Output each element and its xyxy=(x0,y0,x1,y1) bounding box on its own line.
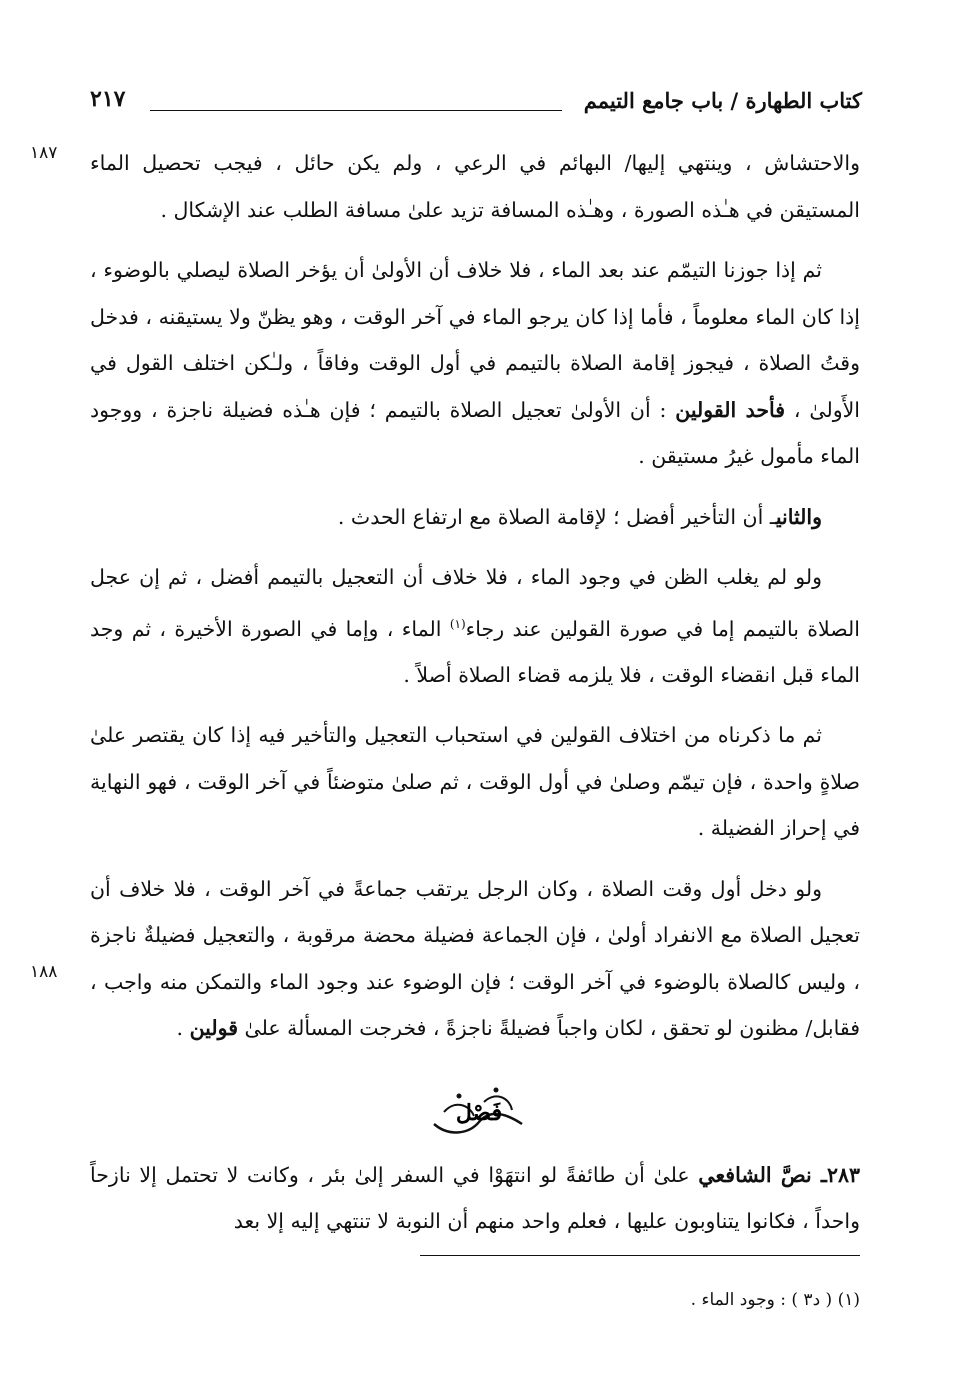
paragraph-6-text: ولو دخل أول وقت الصلاة ، وكان الرجل يرتقب جماعةً في آخر الوقت ، فلا خلاف أن تعجيل الصلاة مع الانفراد أولىٰ ، فإن الجماعة فضيلة محضة مرقوبة ، والتعجيل فضيلةٌ ناجزة ، وليس كالصلاة بالوضوء في آخر الوقت ؛ فإن الوضوء عند وجود الماء والتمكن منه واجب ، فقابل/ مظنون لو تحقق ، لكان واجباً فضيلةً ناجزةً ، فخرجت المسألة علىٰ xyxy=(90,876,860,1041)
paragraph-1: والاحتشاش ، وينتهي إليها/ البهائم في الرعي ، ولم يكن حائل ، فيجب تحصيل الماء المستيقن في هـٰذه الصورة ، وهـٰذه المسافة تزيد علىٰ مسافة الطلب عند الإشكال . xyxy=(90,151,860,222)
paragraph-4 xyxy=(90,554,860,698)
paragraph-3-rest: ـ أن التأخير أفضل ؛ لإقامة الصلاة مع ارتفاع الحدث . xyxy=(337,504,776,529)
page-number: ٢١٧ xyxy=(90,86,126,112)
paragraph-6-bold: قولين xyxy=(189,1016,239,1041)
header-rule xyxy=(150,110,562,111)
paragraph-4-text-b: الماء ، وإما في الصورة الأخيرة ، ثم وجد الماء قبل انقضاء الوقت ، فلا يلزمه قضاء الصلاة أصلاً . xyxy=(90,616,860,687)
section-number: ٢٨٣ xyxy=(826,1163,860,1187)
paragraph-2-bold: فأحد القولين xyxy=(675,397,786,422)
section-text: علىٰ أن طائفةً لو انتهَوْا في السفر إلىٰ بئر ، وكانت لا تحتمل إلا نازحاً واحداً ، فكانوا يتناوبون عليها ، فعلم واحد منهم أن النوبة لا تنتهي إليه إلا بعد xyxy=(90,1163,860,1233)
header-title: كتاب الطهارة / باب جامع التيمم xyxy=(583,88,862,113)
section-bold: نصَّ الشافعي xyxy=(698,1163,812,1187)
paragraph-3 xyxy=(90,494,860,541)
footnote-ref-1: (١) xyxy=(449,616,466,631)
margin-marker-187: ١٨٧ xyxy=(30,143,58,163)
footnote-1: (١) ( د٣ ) : وجود الماء . xyxy=(690,1290,860,1310)
paragraph-5: ثم ما ذكرناه من اختلاف القولين في استحباب التعجيل والتأخير فيه إذا كان يقتصر علىٰ صلاةٍ واحدة ، فإن تيمّم وصلىٰ في أول الوقت ، ثم صلىٰ متوضئاً في آخر الوقت ، فهو النهاية في إحراز الفضيلة . xyxy=(90,723,860,841)
paragraph-3-bold: والثاني xyxy=(775,504,822,529)
margin-marker-188: ١٨٨ xyxy=(30,962,58,982)
paragraph-6 xyxy=(90,866,860,1052)
running-header xyxy=(90,84,862,124)
section-283: ٢٨٣ـ نصَّ الشافعي علىٰ أن طائفةً لو انتهَوْا في السفر إلىٰ بئر ، وكانت لا تحتمل إلا نازحاً واحداً ، فكانوا يتناوبون عليها ، فعلم واحد منهم أن النوبة لا تنتهي إليه إلا بعد xyxy=(90,1163,860,1233)
main-text xyxy=(90,140,860,1066)
ornament-label: فَصْل xyxy=(455,1100,503,1126)
paragraph-2-rest: : أن الأولىٰ تعجيل الصلاة بالتيمم ؛ فإن هـٰذه فضيلة ناجزة ، ووجود الماء مأمول غيرُ مستيقن . xyxy=(90,397,860,468)
fasl-ornament-icon xyxy=(424,1082,534,1142)
paragraph-6-end: . xyxy=(176,1016,184,1041)
paragraph-2 xyxy=(90,247,860,480)
footnote-rule xyxy=(420,1255,860,1256)
paragraph-2-text: ثم إذا جوزنا التيمّم عند بعد الماء ، فلا خلاف أن الأولىٰ أن يؤخر الصلاة ليصلي بالوضوء ، إذا كان الماء معلوماً ، فأما إذا كان يرجو الماء في آخر الوقت ، وهو يظنّ ولا يستيقنه ، فدخل وقتُ الصلاة ، فيجوز إقامة الصلاة بالتيمم في أول الوقت وفاقاً ، ولـٰكن اختلف القول في الأَولىٰ ، xyxy=(90,258,860,422)
paragraph-4-text-a: ولو لم يغلب الظن في وجود الماء ، فلا خلاف أن التعجيل بالتيمم أفضل ، ثم إن عجل الصلاة بالتيمم إما في صورة القولين عند رجاء xyxy=(90,565,860,641)
